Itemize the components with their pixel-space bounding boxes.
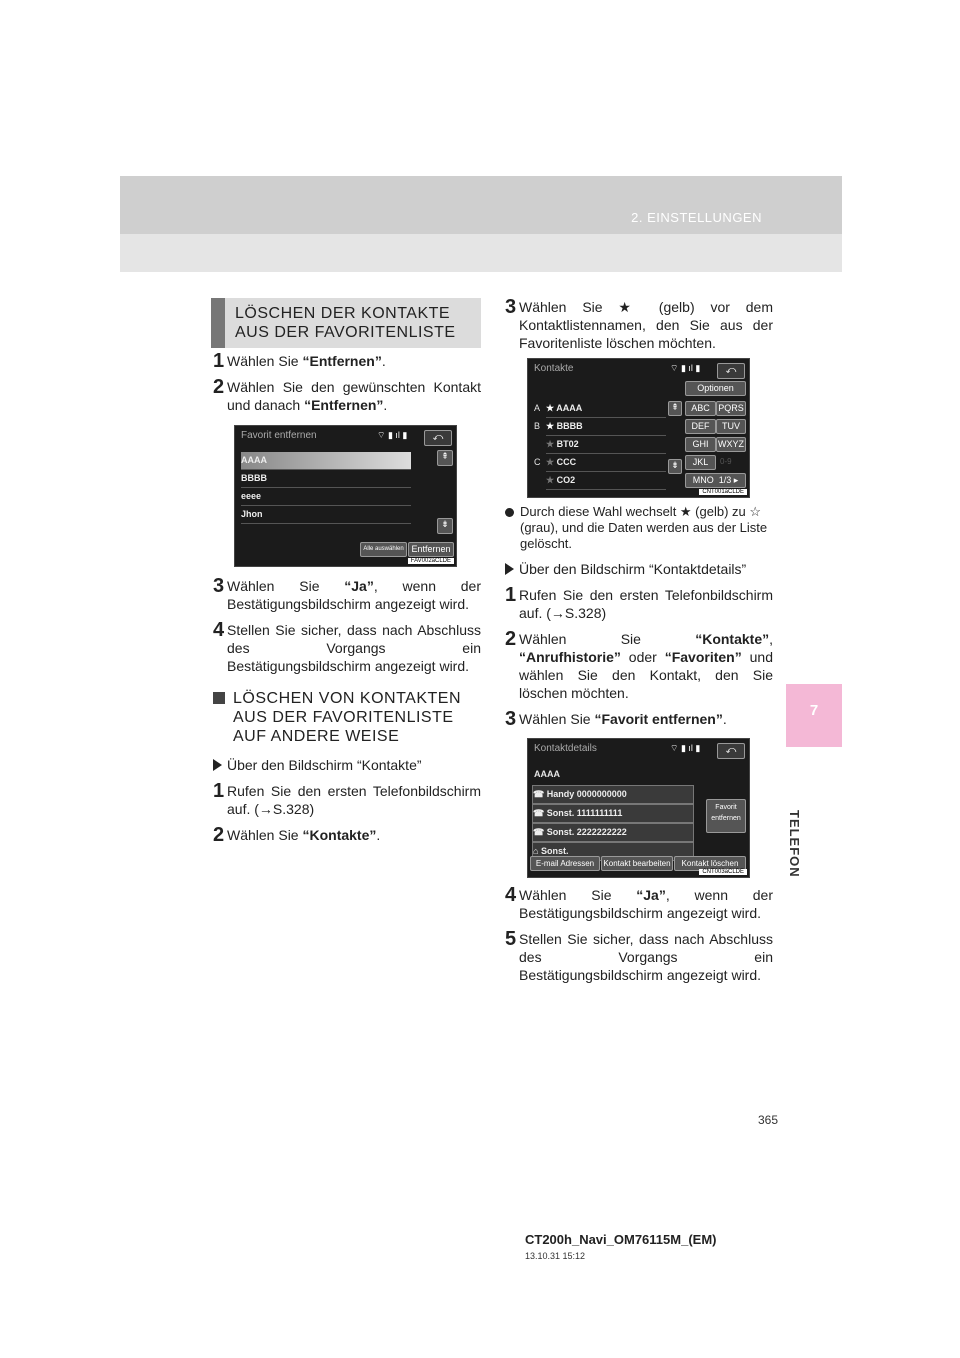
star-empty-icon[interactable]: ★ [546,457,555,467]
contact-name: AAAA [534,769,560,779]
step-1b [213,782,481,818]
scroll-up-button[interactable]: ⇞ [437,450,453,466]
right-final-steps [505,886,773,992]
document-id: CT200h_Navi_OM76115M_(EM) [525,1232,717,1247]
step-number: 2 [213,824,225,846]
step-number: 2 [505,628,517,650]
edit-contact-button[interactable]: Kontakt bearbeiten [601,856,673,871]
header-strip [120,176,842,234]
phone-icon: ☎ [533,808,545,818]
key-pqrs[interactable]: PQRS [716,401,746,416]
detail-row[interactable]: ⌂ Sonst. [532,842,694,861]
phone-icon: ☎ [533,827,545,837]
bullet-dot-icon [505,508,514,517]
print-datetime: 13.10.31 15:12 [525,1251,586,1261]
step-text: Rufen Sie den ersten Telefonbildschirm auf. (→S.328) [227,783,481,817]
contact-row[interactable]: ★ CO2 [546,472,666,490]
scroll-down-button[interactable]: ⇟ [668,459,682,474]
step-4-right [505,886,773,922]
step-number: 2 [213,376,225,398]
step-text: Stellen Sie sicher, dass nach Abschluss des Vorgangs ein Bestätigungsbildschirm angezeigt wird. [519,931,773,983]
index-letter: A [534,403,541,413]
step-1-right [505,586,773,622]
step-text: Wählen Sie “Ja”, wenn der Bestätigungsbildschirm angezeigt wird. [519,887,773,921]
via-text: Über den Bildschirm “Kontaktdetails” [519,561,747,577]
key-jkl[interactable]: JKL [685,455,716,470]
bullet-note [505,504,773,552]
image-code: CNT003aCLDE [699,869,747,875]
step-text: Rufen Sie den ersten Telefonbildschirm auf. (→S.328) [519,587,773,621]
step-3 [213,577,481,613]
heading-line-1: LÖSCHEN DER KONTAKTE [235,305,451,322]
star-empty-icon[interactable]: ★ [546,475,555,485]
remove-button[interactable]: Entfernen [408,542,454,557]
step-number: 1 [505,584,517,606]
contact-row[interactable]: ★ CCC [546,454,666,472]
step-2b [213,826,481,844]
key-ghi[interactable]: GHI [685,437,716,452]
status-icons: ⌔ ▮ ıl ▮ [670,743,701,753]
key-tuv[interactable]: TUV [716,419,746,434]
star-empty-icon[interactable]: ★ [546,439,555,449]
image-code: CNT001aCLDE [699,489,747,495]
list-item[interactable]: Jhon [241,506,411,524]
step-text: Wählen Sie ★ (gelb) vor dem Kontaktlistennamen, den Sie aus der Favoritenliste löschen möchten. [519,299,773,351]
step-1 [213,352,481,370]
index-letter: C [534,457,541,467]
page-number: 365 [758,1113,779,1127]
left-steps [213,352,481,422]
step-2 [213,378,481,414]
right-text [505,504,773,736]
step-number: 3 [505,296,517,318]
step-number: 3 [213,575,225,597]
screen-title: Favorit entfernen [241,430,317,441]
home-icon: ⌂ [533,846,539,856]
heading-line-2: AUS DER FAVORITENLISTE [235,324,456,341]
select-all-button[interactable]: Alle auswählen [360,542,407,557]
step-5-right [505,930,773,984]
list-item[interactable]: eeee [241,488,411,506]
key-def[interactable]: DEF [685,419,716,434]
step-text: Stellen Sie sicher, dass nach Abschluss des Vorgangs ein Bestätigungsbildschirm angezeigt wird. [227,622,481,674]
detail-row[interactable]: ☎ Sonst. 2222222222 [532,823,694,842]
step-text: Wählen Sie “Favorit entfernen”. [519,711,727,727]
status-icons: ⌔ ▮ ıl ▮ [670,363,701,373]
section-title: 2. EINSTELLUNGEN [631,210,762,225]
contact-row[interactable]: ★ BBBB [546,418,666,436]
step-3-right-b [505,710,773,728]
list-item[interactable]: BBBB [241,470,411,488]
right-step-3 [505,298,773,360]
step-text: Wählen Sie “Ja”, wenn der Bestätigungsbildschirm angezeigt wird. [227,578,481,612]
scroll-up-button[interactable]: ⇞ [668,401,682,416]
favorite-remove-button[interactable]: Favorit entfernen [706,799,746,833]
sub-heading [213,689,481,746]
step-3-right [505,298,773,352]
triangle-arrow-icon [213,759,222,771]
via-text: Über den Bildschirm “Kontakte” [227,757,422,773]
step-number: 5 [505,928,517,950]
star-filled-icon[interactable]: ★ [546,421,555,431]
screen-title: Kontakte [534,363,574,374]
left-column [211,298,481,348]
detail-row[interactable]: ☎ Handy 0000000000 [532,785,694,804]
chapter-name [780,810,820,940]
step-number: 4 [505,884,517,906]
status-icons: ⌔ ▮ ıl ▮ [377,430,408,440]
triangle-arrow-icon [505,563,514,575]
left-steps-2 [213,577,481,852]
section-heading [211,298,481,348]
step-number: 3 [505,708,517,730]
step-number: 1 [213,780,225,802]
key-wxyz[interactable]: WXYZ [716,437,746,452]
step-text: Wählen Sie “Kontakte”. [227,827,381,843]
sub-heading-text: LÖSCHEN VON KONTAKTEN AUS DER FAVORITENLISTE AUF ANDERE WEISE [233,690,462,745]
email-addresses-button[interactable]: E-mail Adressen [530,856,600,871]
back-button[interactable]: ⤺ [424,430,452,446]
step-4 [213,621,481,675]
index-letter: B [534,421,541,431]
detail-row[interactable]: ☎ Sonst. 1111111111 [532,804,694,823]
image-code: FAV002aCLDE [408,558,454,564]
back-button[interactable]: ⤺ [717,363,745,379]
delete-contact-button[interactable]: Kontakt löschen [674,856,746,871]
step-text: Wählen Sie den gewünschten Kontakt und danach “Entfernen”. [227,379,481,413]
screenshot-kontakte [527,358,750,498]
star-icon: ★ [618,299,643,315]
screenshot-favorit-entfernen [234,425,457,567]
key-abc[interactable]: ABC [685,401,716,416]
square-bullet-icon [213,692,225,704]
screen-title: Kontaktdetails [534,743,597,754]
step-number: 1 [213,350,225,372]
scroll-down-button[interactable]: ⇟ [437,518,453,534]
options-button[interactable]: Optionen [685,381,746,396]
bullet-text: Durch diese Wahl wechselt ★ (gelb) zu ☆ (grau), und die Daten werden aus der Liste gelöscht. [520,504,768,551]
step-text: Wählen Sie “Kontakte”, “Anrufhistorie” oder “Favoriten” und wählen Sie den Kontakt, den Sie löschen möchten. [519,631,773,701]
contact-row[interactable]: ★ BT02 [546,436,666,454]
via-line [505,560,773,578]
phone-icon: ☎ [533,789,545,799]
chapter-number-tab: 7 [786,684,842,747]
back-button[interactable]: ⤺ [717,743,745,759]
step-text: Wählen Sie “Entfernen”. [227,353,386,369]
via-line [213,756,481,774]
key-0-9-disabled: 0-9 [720,457,732,466]
step-number: 4 [213,619,225,641]
contact-row[interactable]: ★ AAAA [546,400,666,418]
step-2-right [505,630,773,702]
star-filled-icon[interactable]: ★ [546,403,555,413]
screenshot-kontaktdetails [527,738,750,878]
chapter-name-label: TELEFON [787,810,802,878]
list-item[interactable]: AAAA [241,452,411,470]
key-mno-page[interactable]: MNO 1/3 ▸ [685,473,746,488]
